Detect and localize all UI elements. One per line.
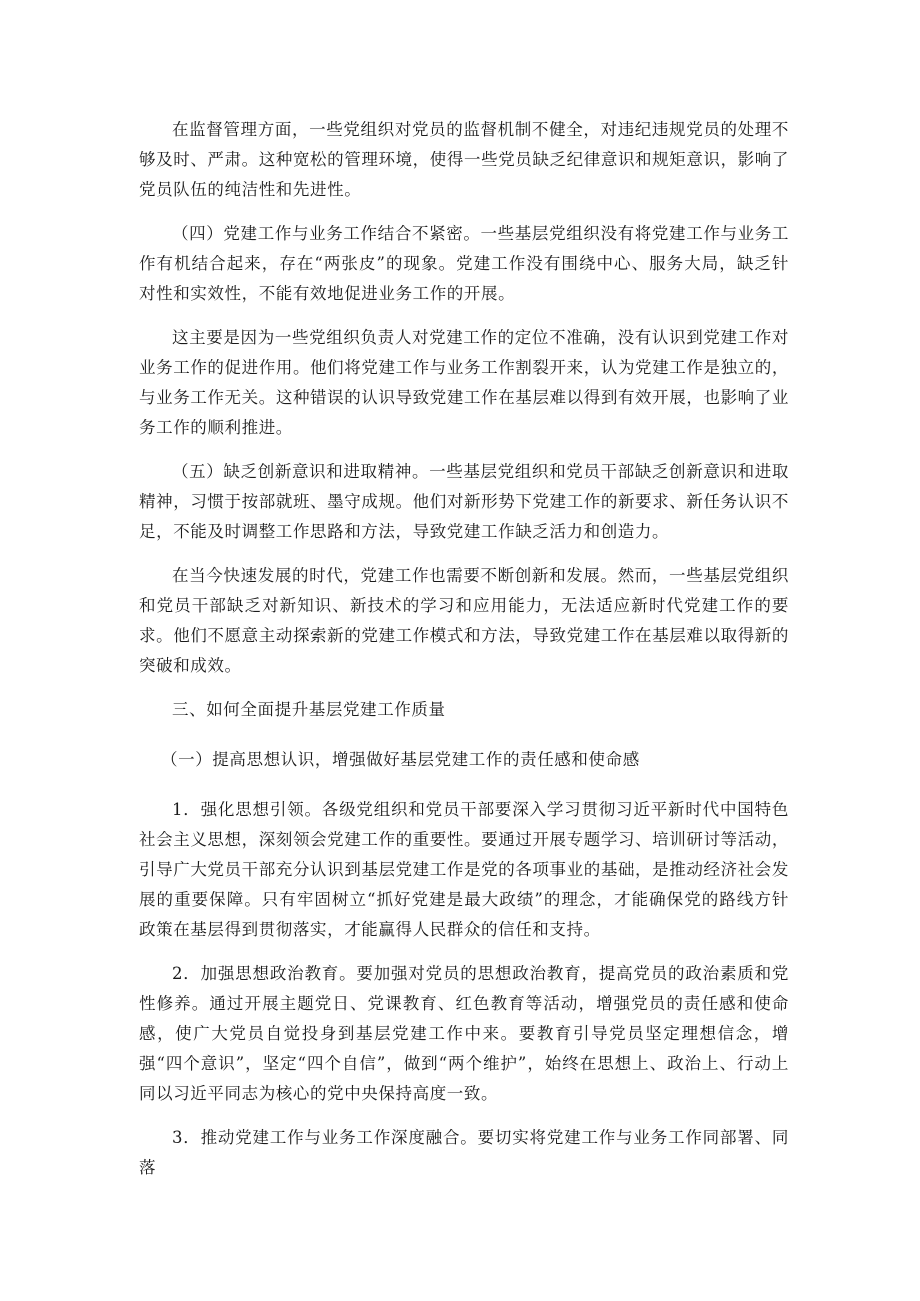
list-item-three: 3．推动党建工作与业务工作深度融合。要切实将党建工作与业务工作同部署、同落 (139, 1128, 789, 1177)
paragraph-innovation: 在当今快速发展的时代，党建工作也需要不断创新和发展。然而，一些基层党组织和党员干部缺乏对新知识、新技术的学习和应用能力，无法适应新时代党建工作的要求。他们不愿意主动探索新的党建工作模式和方法，导致党建工作在基层难以取得新的突破和成效。 (139, 566, 789, 675)
document-body (139, 115, 789, 1197)
paragraph-supervision: 在监督管理方面，一些党组织对党员的监督机制不健全，对违纪违规党员的处理不够及时、严肃。这种宽松的管理环境，使得一些党员缺乏纪律意识和规矩意识，影响了党员队伍的纯洁性和先进性。 (139, 120, 789, 199)
list-item-one: 1．强化思想引领。各级党组织和党员干部要深入学习贯彻习近平新时代中国特色社会主义思想，深刻领会党建工作的重要性。要通过开展专题学习、培训研讨等活动，引导广大党员干部充分认识到基层党建工作是党的各项事业的基础，是推动经济社会发展的重要保障。只有牢固树立“抓好党建是最大政绩”的理念，才能确保党的路线方针政策在基层得到贯彻落实，才能赢得人民群众的信任和支持。 (139, 800, 789, 939)
sub-heading-one: （一）提高思想认识，增强做好基层党建工作的责任感和使命感 (161, 750, 640, 769)
paragraph-section-four: （四）党建工作与业务工作结合不紧密。一些基层党组织没有将党建工作与业务工作有机结合起来，存在“两张皮”的现象。党建工作没有围绕中心、服务大局，缺乏针对性和实效性，不能有效地促进业务工作的开展。 (139, 224, 789, 303)
paragraph-reason: 这主要是因为一些党组织负责人对党建工作的定位不准确，没有认识到党建工作对业务工作的促进作用。他们将党建工作与业务工作割裂开来，认为党建工作是独立的，与业务工作无关。这种错误的认识导致党建工作在基层难以得到有效开展，也影响了业务工作的顺利推进。 (139, 328, 789, 437)
section-heading-three: 三、如何全面提升基层党建工作质量 (172, 700, 446, 719)
list-item-two: 2．加强思想政治教育。要加强对党员的思想政治教育，提高党员的政治素质和党性修养。通过开展主题党日、党课教育、红色教育等活动，增强党员的责任感和使命感，使广大党员自觉投身到基层党建工作中来。要教育引导党员坚定理想信念，增强“四个意识”，坚定“四个自信”，做到“两个维护”，始终在思想上、政治上、行动上同以习近平同志为核心的党中央保持高度一致。 (139, 964, 789, 1103)
paragraph-section-five: （五）缺乏创新意识和进取精神。一些基层党组织和党员干部缺乏创新意识和进取精神，习惯于按部就班、墨守成规。他们对新形势下党建工作的新要求、新任务认识不足，不能及时调整工作思路和方法，导致党建工作缺乏活力和创造力。 (139, 462, 789, 541)
